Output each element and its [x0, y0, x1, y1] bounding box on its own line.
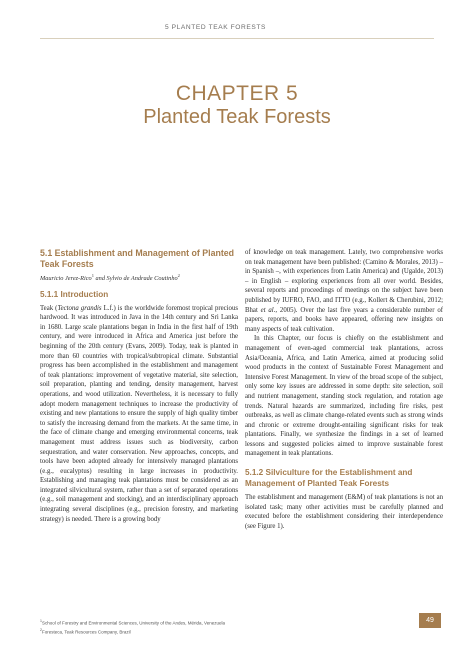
- page-number: 49: [419, 613, 441, 628]
- chapter-focus-paragraph: In this Chapter, our focus is chiefly on the establishment and management of even-aged commercial teak plantations, across Asia/Oceania, Africa, and Latin America, aimed at producing solid wood products in the context of Sustainable Forest Management and Intensive Forest Management. In view of the broad scope of the subject, only some key issues are addressed in some depth: site selection, soil and nutrient management, standing stock regulation, and rotation age trends. Natural hazards are summarized, including fire risks, pest outbreaks, as well as climate change-related events such as strong winds and chronic or extreme drought-entailing significant risks for teak plantations. Finally, we synthesize the findings in a set of learned lessons and suggested policies aimed to improve sustainable forest management in teak plantations.: [245, 335, 443, 458]
- continued-a: of knowledge on teak management. Lately, two comprehensive works on teak management have been published: (Camino & Morales, 2013) – in Spanish –, with experiences from Latin America) and (Ugalde, 2013) – in English – exploring experiences from all over world. Besides, several reports and proceedings of meetings on the subject have been published by IUFRO, FAO, and ITTO (e.g., Kollert & Cherubini, 2012; Bhat: [245, 249, 443, 314]
- intro-lead: Teak (: [40, 304, 58, 312]
- footnote-1-mark: 1: [40, 619, 42, 623]
- subsection-heading-silviculture: 5.1.2 Silviculture for the Establishment and Management of Planted Teak Forests: [245, 468, 413, 488]
- continued-paragraph: [245, 248, 443, 334]
- species-name: Tectona grandis: [57, 304, 102, 312]
- intro-paragraph: [40, 304, 238, 525]
- author-2-mark: 2: [177, 273, 180, 278]
- author-1: Mauricio Jerez-Rico: [40, 275, 92, 283]
- section-heading: 5.1 Establishment and Management of Planted Teak Forests: [40, 248, 235, 269]
- footnote-1-text: School of Forestry and Environmental Sciences, University of the Andes, Mérida, Venezuela: [41, 620, 226, 626]
- author-and: and: [93, 275, 107, 283]
- footnote-2: [40, 627, 340, 636]
- left-column: [40, 248, 238, 524]
- continued-b: ., 2005). Over the last five years a considerable number of papers, reports, and books have appeared, offering new insights on many aspects of teak cultivation.: [245, 306, 443, 333]
- running-head: [40, 18, 434, 39]
- intro-body: L.f.) is the worldwide foremost tropical precious hardwood. It was introduced in Java in the 14th century and Sri Lanka in 1680. Large scale plantations began in India in the first half of 19th century, and were introduced in Africa and America just before the beginning of the 20th century (Evans, 2009). Today, teak is planted in more than 60 countries with tropical/subtropical climate. Substantial progress has been accomplished in the establishment and management of teak plantations: improvement of vegetative material, site selection, soil preparation, planting and tending, density management, harvest operations, and wood utilization. Nevertheless, it is necessary to fully adopt modern management techniques to increase the productivity of existing and new plantations to ensure the supply of high quality timber to satisfy the increasing demand from the markets. At the same time, in the face of climate change and emerging environmental concerns, teak management must address issues such as biodiversity, carbon sequestration, and water conservation. New approaches, concepts, and tools have been adopted already for intensively managed plantations (e.g., eucalyptus) resulting in large increases in productivity. Establishing and managing teak plantations must be considered as an integrated silvicultural system, rather than a set of separated operations (e.g., soil management and stocking), and an interdisciplinary approach integrating several disciplines (e.g., precision forestry, and marketing strategy) is needed. There is a growing body: [40, 304, 239, 523]
- footnote-2-mark: 2: [40, 627, 42, 632]
- author-2: Sylvio de Andrade Coutinho: [106, 275, 178, 283]
- author-1-mark: 1: [91, 273, 94, 278]
- footnotes: [40, 618, 340, 635]
- footnote-1: [40, 618, 340, 627]
- running-head-text: 5 PLANTED TEAK FORESTS: [164, 24, 266, 31]
- subsection-heading-intro: 5.1.1 Introduction: [40, 290, 109, 300]
- chapter-label: CHAPTER 5: [175, 82, 299, 105]
- chapter-title: Planted Teak Forests: [143, 106, 331, 128]
- et-al: et al: [260, 306, 274, 314]
- silviculture-paragraph: The establishment and management (E&M) of teak plantations is not an isolated task; many other activities must be carefully planned and executed before the establishment considering their interdependence (see Figure 1).: [245, 494, 443, 530]
- right-column: [245, 248, 443, 531]
- footnote-2-text: Foresteca, Teak Resources Company, Brazil: [41, 629, 131, 634]
- authors-line: [40, 273, 238, 282]
